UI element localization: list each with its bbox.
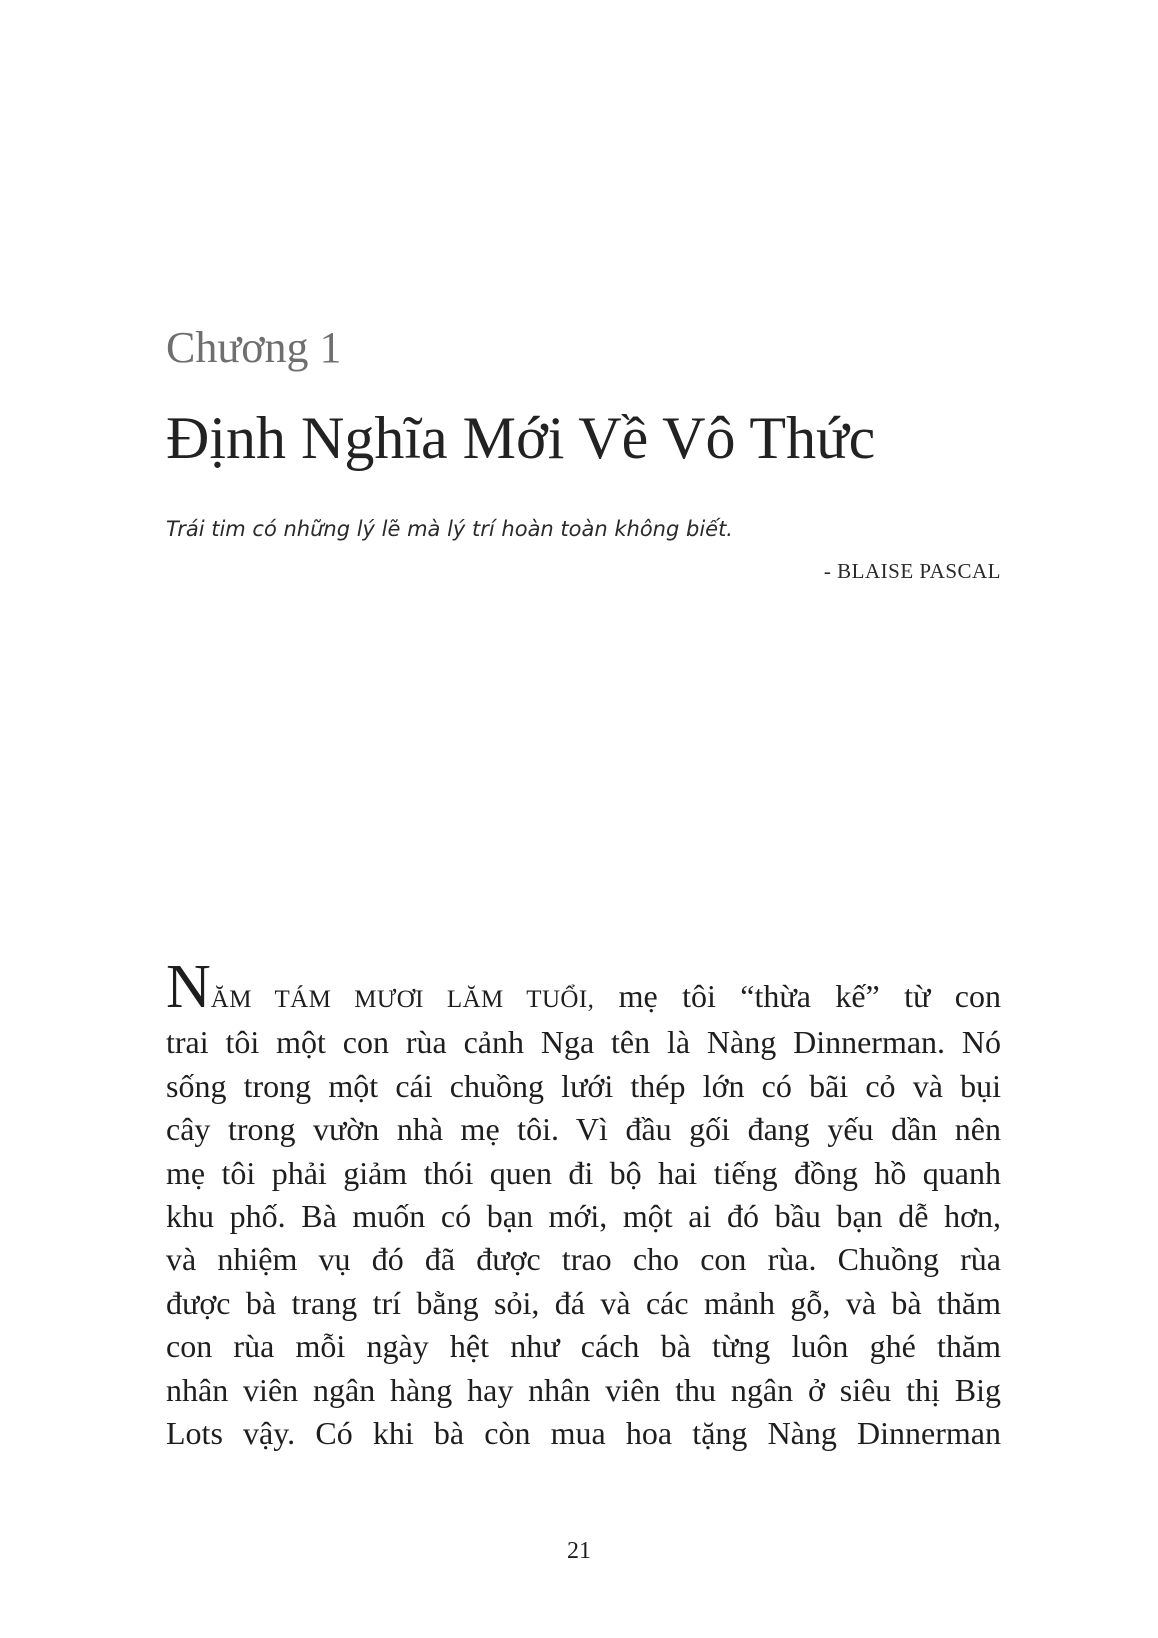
body-line-6: khu phố. Bà muốn có bạn mới, một ai đó bầu bạn dễ hơn, [166,1198,1001,1235]
epigraph-author: - BLAISE PASCAL [823,559,1001,583]
lead-smallcaps: ĂM TÁM MƯƠI LĂM TUỔI, [210,986,595,1013]
epigraph-quote: Trái tim có những lý lẽ mà lý trí hoàn toàn không biết. [166,517,733,541]
body-line-4: cây trong vườn nhà mẹ tôi. Vì đầu gối đang yếu dần nên [166,1111,1001,1148]
body-paragraph [166,953,1001,1455]
body-line-5: mẹ tôi phải giảm thói quen đi bộ hai tiếng đồng hồ quanh [166,1154,1001,1191]
body-line-8: được bà trang trí bằng sỏi, đá và các mảnh gỗ, và bà thăm [166,1284,1001,1321]
drop-initial: N [166,953,211,1021]
chapter-label: Chương 1 [166,323,342,372]
body-line-text: mẹ tôi “thừa kế” từ con [594,978,1001,1014]
body-line-11: Lots vậy. Có khi bà còn mua hoa tặng Nàng Dinnerman [166,1415,1001,1452]
body-line-1 [166,953,1001,1021]
chapter-title: Định Nghĩa Mới Về Vô Thức [166,405,876,471]
page-number: 21 [567,1538,591,1564]
body-line-3: sống trong một cái chuồng lưới thép lớn có bãi cỏ và bụi [166,1067,1001,1104]
body-line-9: con rùa mỗi ngày hệt như cách bà từng luôn ghé thăm [166,1328,1001,1365]
epigraph [166,514,1001,586]
body-line-2: trai tôi một con rùa cảnh Nga tên là Nàng Dinnerman. Nó [166,1024,1001,1061]
body-line-10: nhân viên ngân hàng hay nhân viên thu ngân ở siêu thị Big [166,1371,1001,1408]
body-line-7: và nhiệm vụ đó đã được trao cho con rùa. Chuồng rùa [166,1241,1001,1278]
